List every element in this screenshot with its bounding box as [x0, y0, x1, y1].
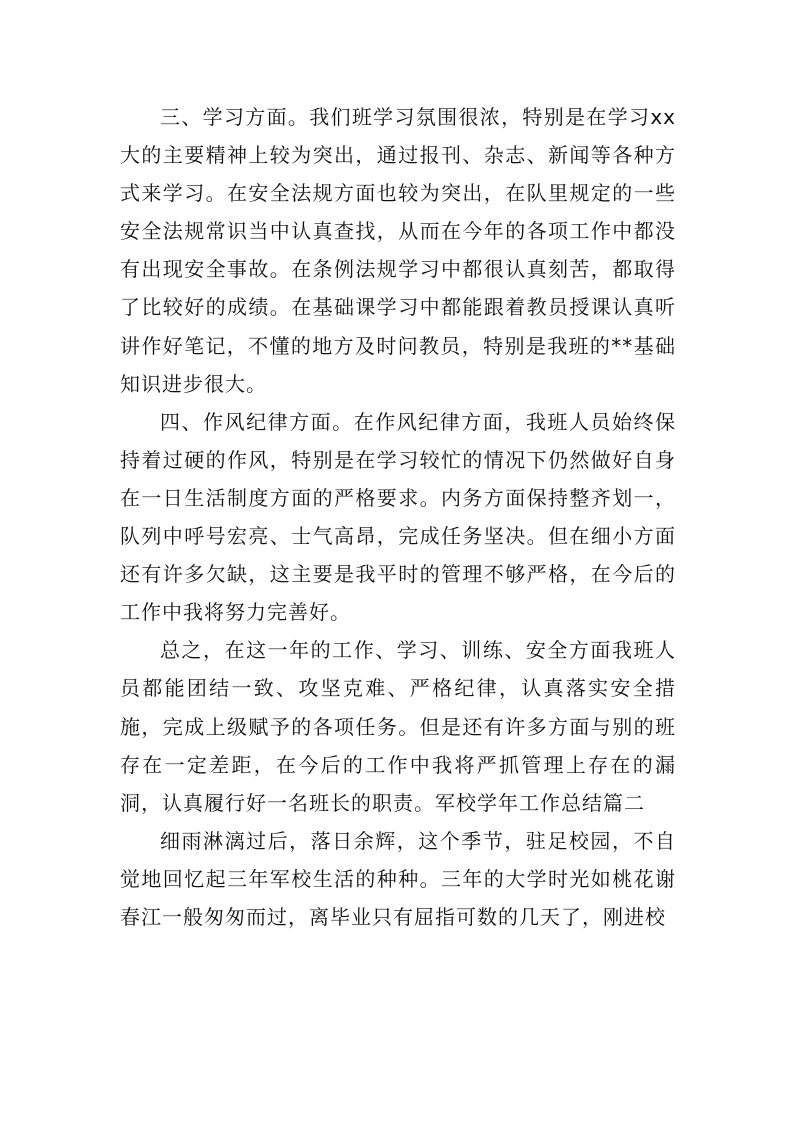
document-body [120, 98, 676, 936]
paragraph-discipline: 四、作风纪律方面。在作风纪律方面，我班人员始终保持着过硬的作风，特别是在学习较忙的情况下仍然做好自身在一日生活制度方面的严格要求。内务方面保持整齐划一，队列中呼号宏亮、士气高昂，完成任务坚决。但在细小方面还有许多欠缺，这主要是我平时的管理不够严格，在今后的工作中我将努力完善好。 [120, 409, 676, 625]
paragraph-article-two: 细雨淋漓过后，落日余辉，这个季节，驻足校园，不自觉地回忆起三年军校生活的种种。三年的大学时光如桃花谢春江一般匆匆而过，离毕业只有屈指可数的几天了，刚进校 [120, 828, 676, 929]
paragraph-study: 三、学习方面。我们班学习氛围很浓，特别是在学习xx大的主要精神上较为突出，通过报刊、杂志、新闻等各种方式来学习。在安全法规方面也较为突出，在队里规定的一些安全法规常识当中认真查找，从而在今年的各项工作中都没有出现安全事故。在条例法规学习中都很认真刻苦，都取得了比较好的成绩。在基础课学习中都能跟着教员授课认真听讲作好笔记，不懂的地方及时问教员，特别是我班的**基础知识进步很大。 [120, 105, 676, 396]
paragraph-summary: 总之，在这一年的工作、学习、训练、安全方面我班人员都能团结一致、攻坚克难、严格纪律，认真落实安全措施，完成上级赋予的各项任务。但是还有许多方面与别的班存在一定差距，在今后的工作中我将严抓管理上存在的漏洞，认真履行好一名班长的职责。军校学年工作总结篇二 [120, 638, 676, 815]
